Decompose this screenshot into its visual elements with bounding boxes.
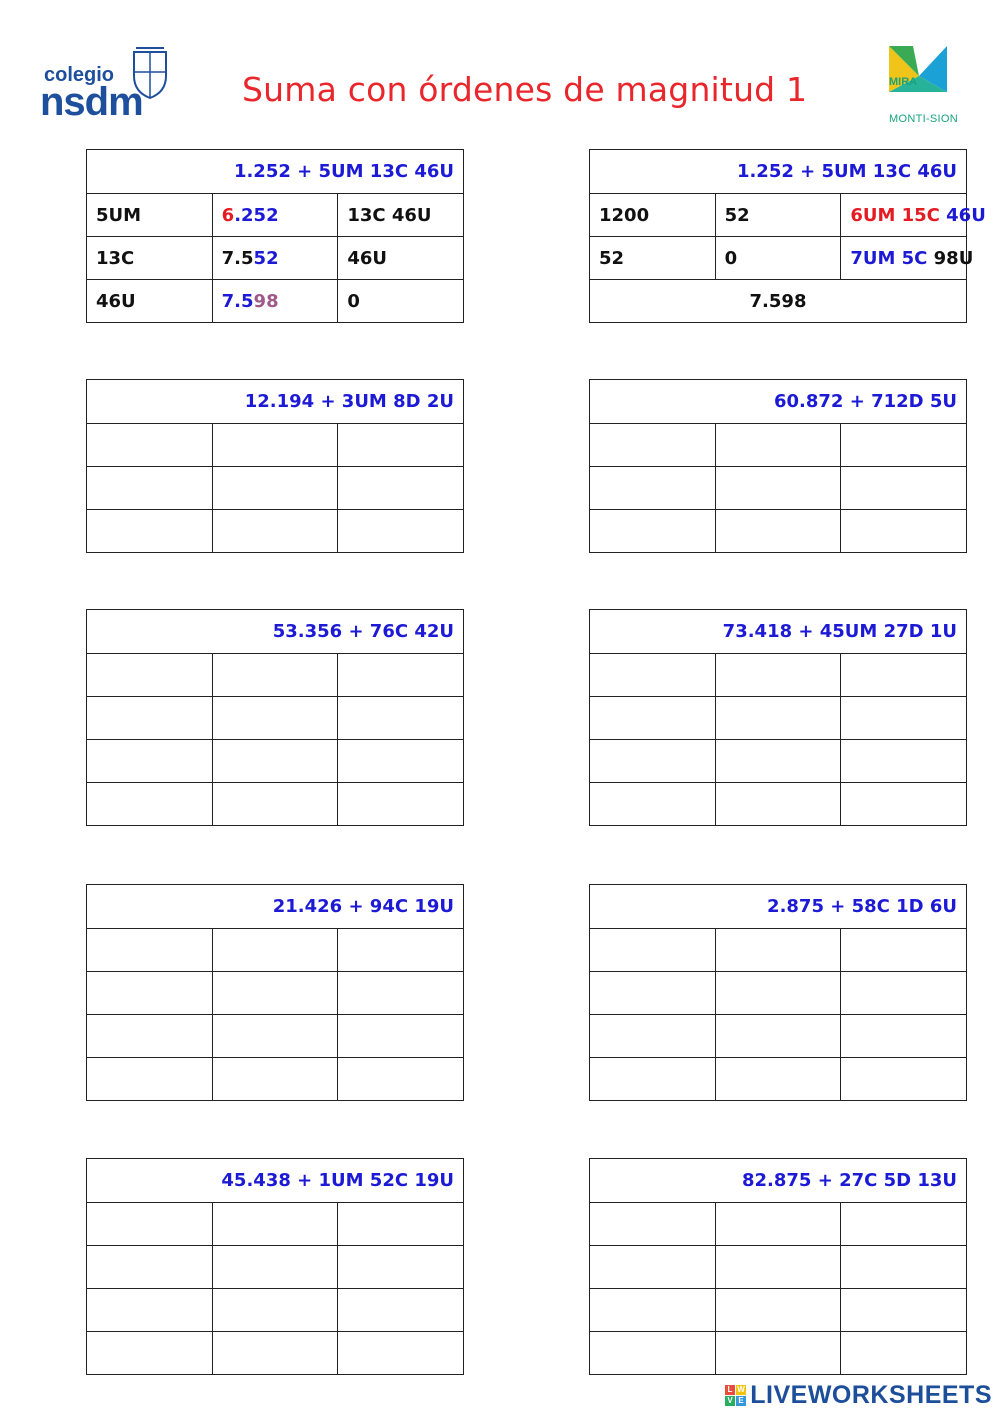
- brand-text: LIVEWORKSHEETS: [750, 1380, 992, 1409]
- answer-cell[interactable]: [87, 1203, 213, 1246]
- example-right-r2-a: 52: [590, 237, 716, 280]
- example-left-r1-c: 13C 46U: [338, 194, 464, 237]
- answer-cell[interactable]: [212, 654, 338, 697]
- answer-cell[interactable]: [590, 1246, 716, 1289]
- exercise-table-6: [589, 884, 967, 1101]
- exercise-table-4: [589, 609, 967, 826]
- answer-cell[interactable]: [87, 467, 213, 510]
- example-left-r3-b: 7.598: [212, 280, 338, 323]
- answer-cell[interactable]: [841, 467, 967, 510]
- answer-cell[interactable]: [841, 972, 967, 1015]
- example-left-r2-b: 7.552: [212, 237, 338, 280]
- partner-logo-line1: MIRA: [889, 76, 918, 88]
- exercise-header: 53.356 + 76C 42U: [87, 610, 464, 654]
- answer-cell[interactable]: [338, 697, 464, 740]
- answer-cell[interactable]: [87, 654, 213, 697]
- page-title: Suma con órdenes de magnitud 1: [242, 70, 808, 109]
- answer-cell[interactable]: [715, 929, 841, 972]
- answer-cell[interactable]: [338, 1332, 464, 1375]
- example-left-r2-a: 13C: [87, 237, 213, 280]
- exercise-header: 2.875 + 58C 1D 6U: [590, 885, 967, 929]
- answer-cell[interactable]: [715, 510, 841, 553]
- answer-cell[interactable]: [212, 1058, 338, 1101]
- example-right-r1-c: 6UM 15C 46U: [841, 194, 967, 237]
- answer-cell[interactable]: [715, 1015, 841, 1058]
- answer-cell[interactable]: [841, 1015, 967, 1058]
- answer-cell[interactable]: [590, 740, 716, 783]
- answer-cell[interactable]: [841, 929, 967, 972]
- answer-cell[interactable]: [841, 1058, 967, 1101]
- answer-cell[interactable]: [715, 1289, 841, 1332]
- answer-cell[interactable]: [338, 1246, 464, 1289]
- example-left-r3-c: 0: [338, 280, 464, 323]
- example-left-r1-a: 5UM: [87, 194, 213, 237]
- answer-cell[interactable]: [841, 1332, 967, 1375]
- answer-cell[interactable]: [590, 1015, 716, 1058]
- example-right-r1-a: 1200: [590, 194, 716, 237]
- brand-badge-icon: L W V E: [725, 1385, 746, 1406]
- answer-cell[interactable]: [338, 740, 464, 783]
- school-logo: [40, 42, 172, 128]
- exercise-header: 60.872 + 712D 5U: [590, 380, 967, 424]
- answer-cell[interactable]: [590, 972, 716, 1015]
- answer-cell[interactable]: [590, 510, 716, 553]
- answer-cell[interactable]: [338, 1203, 464, 1246]
- answer-cell[interactable]: [87, 1289, 213, 1332]
- answer-cell[interactable]: [590, 1203, 716, 1246]
- answer-cell[interactable]: [338, 783, 464, 826]
- answer-cell[interactable]: [212, 510, 338, 553]
- school-logo-line1: colegio: [44, 64, 115, 86]
- answer-cell[interactable]: [338, 1015, 464, 1058]
- answer-cell[interactable]: [87, 1246, 213, 1289]
- exercise-table-1: [86, 379, 464, 553]
- answer-cell[interactable]: [212, 1015, 338, 1058]
- example-table-right: [589, 149, 986, 323]
- answer-cell[interactable]: [212, 740, 338, 783]
- answer-cell[interactable]: [87, 1058, 213, 1101]
- answer-cell[interactable]: [212, 929, 338, 972]
- answer-cell[interactable]: [841, 783, 967, 826]
- exercise-header: 82.875 + 27C 5D 13U: [590, 1159, 967, 1203]
- liveworksheets-brand: [725, 1381, 992, 1409]
- example-left-r2-c: 46U: [338, 237, 464, 280]
- answer-cell[interactable]: [715, 740, 841, 783]
- answer-cell[interactable]: [212, 467, 338, 510]
- exercise-table-3: [86, 609, 464, 826]
- example-right-header: 1.252 + 5UM 13C 46U: [590, 150, 967, 194]
- answer-cell[interactable]: [87, 929, 213, 972]
- answer-cell[interactable]: [715, 424, 841, 467]
- answer-cell[interactable]: [87, 1015, 213, 1058]
- answer-cell[interactable]: [841, 1289, 967, 1332]
- answer-cell[interactable]: [212, 972, 338, 1015]
- partner-logo: [885, 42, 965, 132]
- answer-cell[interactable]: [87, 783, 213, 826]
- answer-cell[interactable]: [715, 1203, 841, 1246]
- answer-cell[interactable]: [338, 929, 464, 972]
- answer-cell[interactable]: [841, 1203, 967, 1246]
- example-left-r1-b: 6.252: [212, 194, 338, 237]
- example-left-header: 1.252 + 5UM 13C 46U: [87, 150, 464, 194]
- answer-cell[interactable]: [590, 1289, 716, 1332]
- answer-cell[interactable]: [590, 1332, 716, 1375]
- example-right-result: 7.598: [590, 280, 967, 323]
- exercise-header: 45.438 + 1UM 52C 19U: [87, 1159, 464, 1203]
- answer-cell[interactable]: [338, 510, 464, 553]
- answer-cell[interactable]: [212, 697, 338, 740]
- answer-cell[interactable]: [212, 424, 338, 467]
- exercise-header: 73.418 + 45UM 27D 1U: [590, 610, 967, 654]
- example-right-r1-b: 52: [715, 194, 841, 237]
- answer-cell[interactable]: [841, 697, 967, 740]
- answer-cell[interactable]: [338, 1289, 464, 1332]
- answer-cell[interactable]: [590, 1058, 716, 1101]
- school-logo-line2: nsdm: [40, 80, 143, 124]
- answer-cell[interactable]: [338, 424, 464, 467]
- exercise-table-8: [589, 1158, 967, 1375]
- answer-cell[interactable]: [590, 467, 716, 510]
- answer-cell[interactable]: [841, 654, 967, 697]
- answer-cell[interactable]: [841, 1246, 967, 1289]
- answer-cell[interactable]: [715, 467, 841, 510]
- answer-cell[interactable]: [841, 510, 967, 553]
- example-left-r3-a: 46U: [87, 280, 213, 323]
- example-right-r2-b: 0: [715, 237, 841, 280]
- answer-cell[interactable]: [841, 424, 967, 467]
- answer-cell[interactable]: [338, 467, 464, 510]
- answer-cell[interactable]: [87, 972, 213, 1015]
- exercise-header: 12.194 + 3UM 8D 2U: [87, 380, 464, 424]
- answer-cell[interactable]: [715, 654, 841, 697]
- answer-cell[interactable]: [715, 972, 841, 1015]
- answer-cell[interactable]: [338, 654, 464, 697]
- answer-cell[interactable]: [590, 654, 716, 697]
- exercise-table-7: [86, 1158, 464, 1375]
- answer-cell[interactable]: [590, 783, 716, 826]
- answer-cell[interactable]: [715, 1332, 841, 1375]
- answer-cell[interactable]: [715, 697, 841, 740]
- exercise-table-2: [589, 379, 967, 553]
- answer-cell[interactable]: [212, 783, 338, 826]
- answer-cell[interactable]: [212, 1246, 338, 1289]
- partner-logo-line2: MONTI-SION: [889, 113, 958, 125]
- answer-cell[interactable]: [87, 424, 213, 467]
- answer-cell[interactable]: [715, 1058, 841, 1101]
- answer-cell[interactable]: [338, 1058, 464, 1101]
- exercise-header: 21.426 + 94C 19U: [87, 885, 464, 929]
- answer-cell[interactable]: [590, 424, 716, 467]
- answer-cell[interactable]: [87, 1332, 213, 1375]
- example-right-r2-c: 7UM 5C 98U: [841, 237, 967, 280]
- answer-cell[interactable]: [715, 1246, 841, 1289]
- answer-cell[interactable]: [841, 740, 967, 783]
- answer-cell[interactable]: [338, 972, 464, 1015]
- answer-cell[interactable]: [212, 1289, 338, 1332]
- answer-cell[interactable]: [212, 1203, 338, 1246]
- answer-cell[interactable]: [87, 740, 213, 783]
- answer-cell[interactable]: [715, 783, 841, 826]
- answer-cell[interactable]: [590, 929, 716, 972]
- answer-cell[interactable]: [590, 697, 716, 740]
- exercise-table-5: [86, 884, 464, 1101]
- example-table-left: [86, 149, 464, 323]
- answer-cell[interactable]: [87, 697, 213, 740]
- answer-cell[interactable]: [212, 1332, 338, 1375]
- answer-cell[interactable]: [87, 510, 213, 553]
